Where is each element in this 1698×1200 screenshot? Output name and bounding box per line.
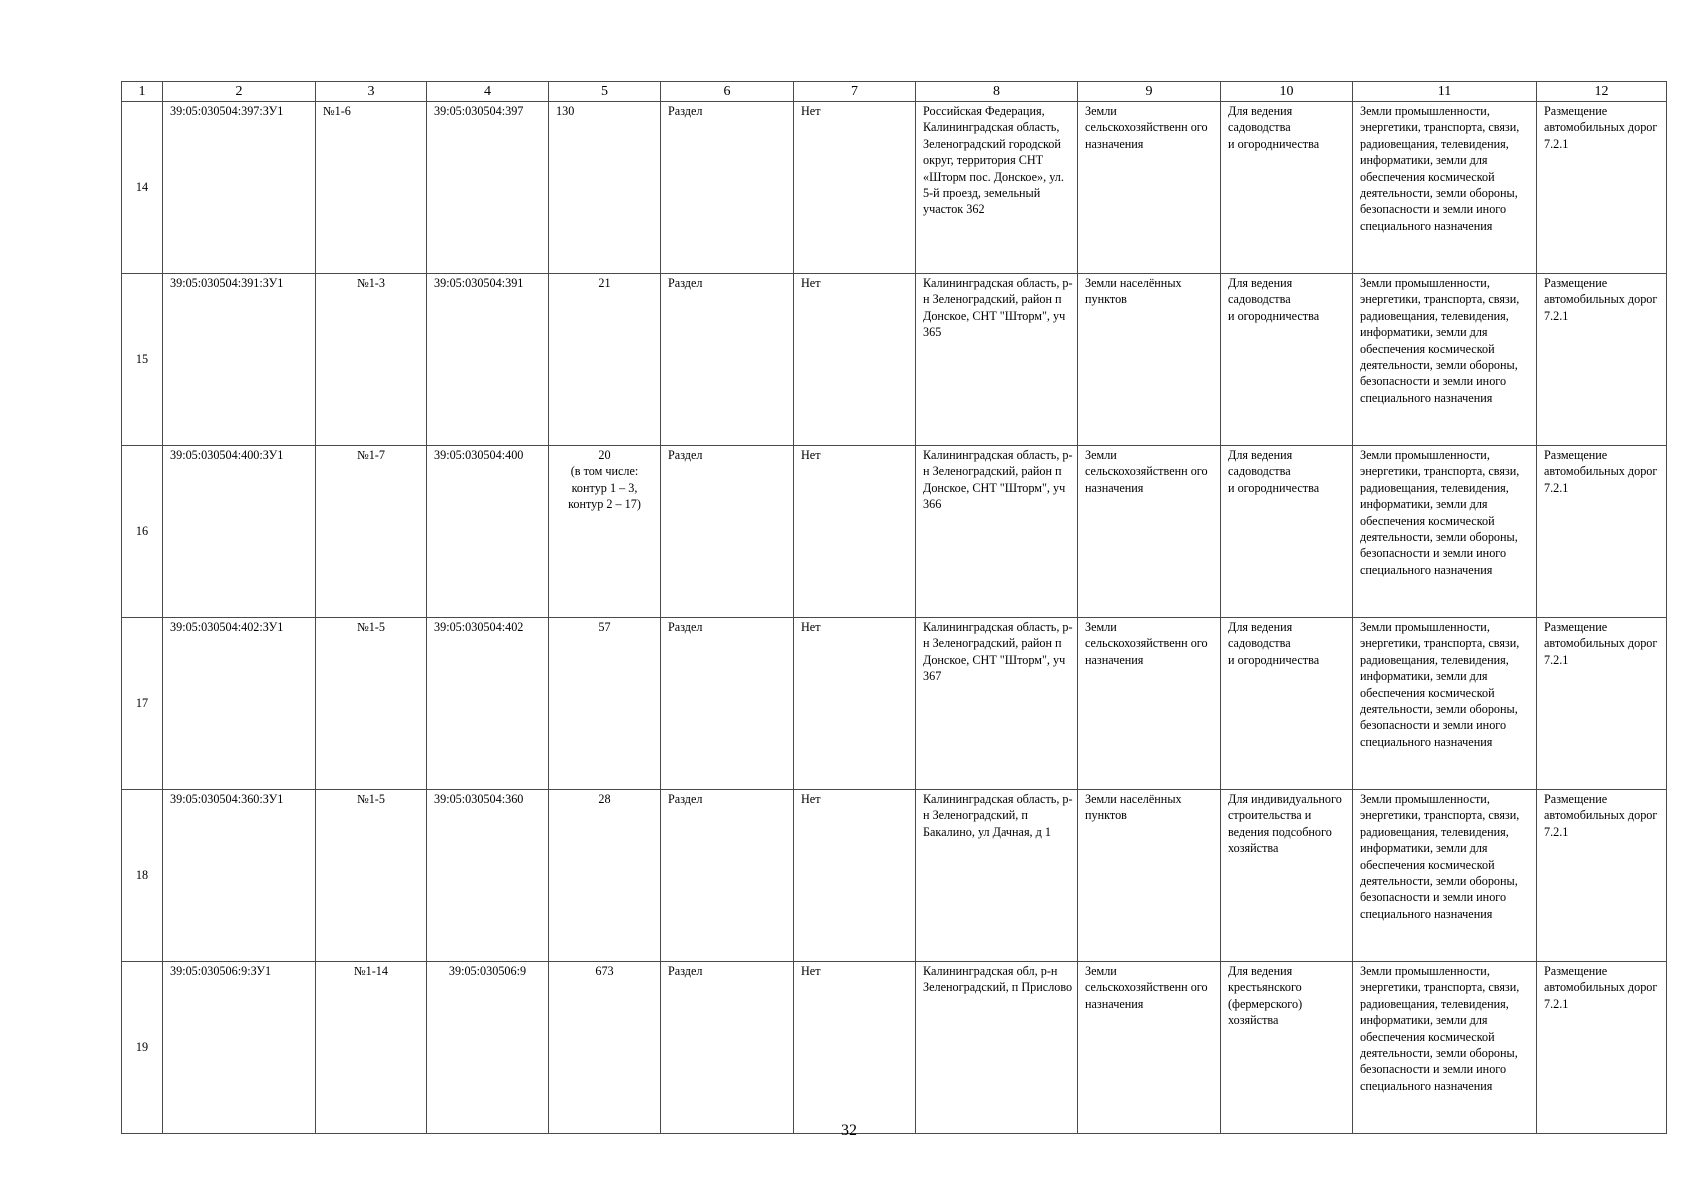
method-cell: Раздел (661, 102, 794, 274)
flag-cell: Нет (794, 962, 916, 1134)
table-header (122, 82, 1667, 102)
area-cell: 130 (549, 102, 661, 274)
flag-cell: Нет (794, 790, 916, 962)
category-cell: Земли сельскохозяйственн ого назначения (1078, 618, 1221, 790)
source-parcel-cell: 39:05:030504:397 (427, 102, 549, 274)
cadastral-zu-cell: 39:05:030504:397:ЗУ1 (163, 102, 316, 274)
column-header-9: 9 (1078, 82, 1221, 102)
new-use-cell: Размещение автомобильных дорог 7.2.1 (1537, 274, 1667, 446)
address-cell: Российская Федерация, Калининградская область, Зеленоградский городской округ, территория СНТ «Шторм пос. Донское», ул. 5-й проезд, земельный участок 362 (916, 102, 1078, 274)
table-row (122, 618, 1667, 790)
contour-cell: №1-3 (316, 274, 427, 446)
flag-cell: Нет (794, 274, 916, 446)
address-cell: Калининградская область, р-н Зеленоградский, п Бакалино, ул Дачная, д 1 (916, 790, 1078, 962)
new-use-cell: Размещение автомобильных дорог 7.2.1 (1537, 446, 1667, 618)
category-cell: Земли сельскохозяйственн ого назначения (1078, 446, 1221, 618)
column-header-2: 2 (163, 82, 316, 102)
address-cell: Калининградская область, р-н Зеленоградский, район п Донское, СНТ "Шторм", уч 365 (916, 274, 1078, 446)
column-header-11: 11 (1353, 82, 1537, 102)
table-row (122, 102, 1667, 274)
existing-use-cell: Для ведения садоводства и огородничества (1221, 446, 1353, 618)
method-cell: Раздел (661, 446, 794, 618)
contour-cell: №1-6 (316, 102, 427, 274)
cadastral-zu-cell: 39:05:030506:9:ЗУ1 (163, 962, 316, 1134)
row-number: 18 (122, 790, 163, 962)
flag-cell: Нет (794, 618, 916, 790)
cadastral-zu-cell: 39:05:030504:391:ЗУ1 (163, 274, 316, 446)
method-cell: Раздел (661, 962, 794, 1134)
column-header-7: 7 (794, 82, 916, 102)
category-cell: Земли сельскохозяйственн ого назначения (1078, 962, 1221, 1134)
method-cell: Раздел (661, 274, 794, 446)
row-number: 16 (122, 446, 163, 618)
existing-use-cell: Для индивидуального строительства и ведения подсобного хозяйства (1221, 790, 1353, 962)
source-parcel-cell: 39:05:030504:391 (427, 274, 549, 446)
existing-use-cell: Для ведения крестьянского (фермерского) хозяйства (1221, 962, 1353, 1134)
new-category-cell: Земли промышленности, энергетики, транспорта, связи, радиовещания, телевидения, информатики, земли для обеспечения космической деятельности, земли обороны, безопасности и земли иного специального назначения (1353, 446, 1537, 618)
new-use-cell: Размещение автомобильных дорог 7.2.1 (1537, 790, 1667, 962)
table-row (122, 446, 1667, 618)
header-row (122, 82, 1667, 102)
existing-use-cell: Для ведения садоводства и огородничества (1221, 102, 1353, 274)
column-header-5: 5 (549, 82, 661, 102)
area-cell: 28 (549, 790, 661, 962)
source-parcel-cell: 39:05:030504:360 (427, 790, 549, 962)
address-cell: Калининградская обл, р-н Зеленоградский, п Прислово (916, 962, 1078, 1134)
column-header-1: 1 (122, 82, 163, 102)
new-category-cell: Земли промышленности, энергетики, транспорта, связи, радиовещания, телевидения, информатики, земли для обеспечения космической деятельности, земли обороны, безопасности и земли иного специального назначения (1353, 962, 1537, 1134)
new-category-cell: Земли промышленности, энергетики, транспорта, связи, радиовещания, телевидения, информатики, земли для обеспечения космической деятельности, земли обороны, безопасности и земли иного специального назначения (1353, 790, 1537, 962)
source-parcel-cell: 39:05:030506:9 (427, 962, 549, 1134)
parcels-table (121, 81, 1667, 1134)
source-parcel-cell: 39:05:030504:400 (427, 446, 549, 618)
column-header-8: 8 (916, 82, 1078, 102)
column-header-6: 6 (661, 82, 794, 102)
row-number: 15 (122, 274, 163, 446)
new-use-cell: Размещение автомобильных дорог 7.2.1 (1537, 102, 1667, 274)
column-header-3: 3 (316, 82, 427, 102)
method-cell: Раздел (661, 618, 794, 790)
address-cell: Калининградская область, р-н Зеленоградский, район п Донское, СНТ "Шторм", уч 367 (916, 618, 1078, 790)
page-number: 32 (841, 1122, 857, 1139)
category-cell: Земли населённых пунктов (1078, 274, 1221, 446)
method-cell: Раздел (661, 790, 794, 962)
flag-cell: Нет (794, 102, 916, 274)
category-cell: Земли сельскохозяйственн ого назначения (1078, 102, 1221, 274)
cadastral-zu-cell: 39:05:030504:360:ЗУ1 (163, 790, 316, 962)
new-use-cell: Размещение автомобильных дорог 7.2.1 (1537, 618, 1667, 790)
cadastral-zu-cell: 39:05:030504:402:ЗУ1 (163, 618, 316, 790)
source-parcel-cell: 39:05:030504:402 (427, 618, 549, 790)
table-body (122, 102, 1667, 1134)
column-header-12: 12 (1537, 82, 1667, 102)
new-category-cell: Земли промышленности, энергетики, транспорта, связи, радиовещания, телевидения, информатики, земли для обеспечения космической деятельности, земли обороны, безопасности и земли иного специального назначения (1353, 274, 1537, 446)
column-header-10: 10 (1221, 82, 1353, 102)
row-number: 14 (122, 102, 163, 274)
new-category-cell: Земли промышленности, энергетики, транспорта, связи, радиовещания, телевидения, информатики, земли для обеспечения космической деятельности, земли обороны, безопасности и земли иного специального назначения (1353, 102, 1537, 274)
contour-cell: №1-14 (316, 962, 427, 1134)
table-row (122, 790, 1667, 962)
contour-cell: №1-7 (316, 446, 427, 618)
column-header-4: 4 (427, 82, 549, 102)
table-row (122, 274, 1667, 446)
table-row (122, 962, 1667, 1134)
address-cell: Калининградская область, р-н Зеленоградский, район п Донское, СНТ "Шторм", уч 366 (916, 446, 1078, 618)
area-cell: 20 (в том числе: контур 1 – 3, контур 2 – 17) (549, 446, 661, 618)
contour-cell: №1-5 (316, 618, 427, 790)
row-number: 17 (122, 618, 163, 790)
existing-use-cell: Для ведения садоводства и огородничества (1221, 618, 1353, 790)
row-number: 19 (122, 962, 163, 1134)
cadastral-zu-cell: 39:05:030504:400:ЗУ1 (163, 446, 316, 618)
area-cell: 21 (549, 274, 661, 446)
new-category-cell: Земли промышленности, энергетики, транспорта, связи, радиовещания, телевидения, информатики, земли для обеспечения космической деятельности, земли обороны, безопасности и земли иного специального назначения (1353, 618, 1537, 790)
flag-cell: Нет (794, 446, 916, 618)
area-cell: 57 (549, 618, 661, 790)
category-cell: Земли населённых пунктов (1078, 790, 1221, 962)
existing-use-cell: Для ведения садоводства и огородничества (1221, 274, 1353, 446)
contour-cell: №1-5 (316, 790, 427, 962)
area-cell: 673 (549, 962, 661, 1134)
new-use-cell: Размещение автомобильных дорог 7.2.1 (1537, 962, 1667, 1134)
